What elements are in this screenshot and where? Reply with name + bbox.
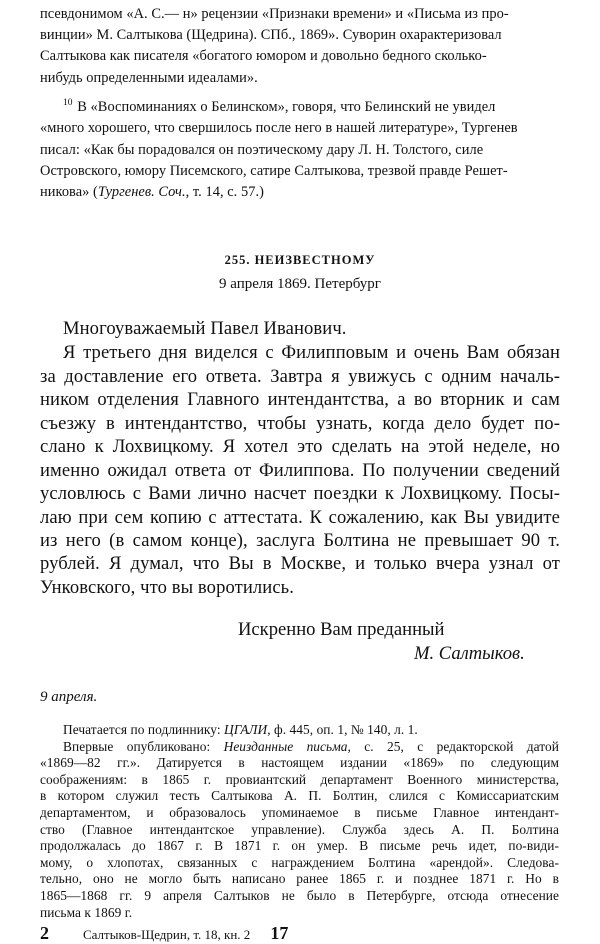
footnote-line: Салтыкова как писателя «богатого юмором и довольно бедного сколько- [40, 48, 487, 64]
comment-line: ство (Главное интендантское управление). Служба здесь А. П. Болтина [40, 821, 559, 837]
comment-line: 1865—1868 гг. 9 апреля Салтыков не было в Петербурге, отсюда отнесение [40, 888, 559, 903]
footnote-10-first-line [63, 99, 495, 116]
comment-line: тельно, оно не могло быть написано ранее 1865 г. и позднее 1871 г. Но в [40, 871, 559, 887]
publication-name: Неизданные письма [223, 738, 348, 754]
salutation: Многоуважаемый Павел Иванович. [63, 318, 347, 339]
letter-line: условлюсь с Вами лично насчет поездки к Лохвицкому. Посы- [40, 483, 560, 504]
letter-line: ником отделения Главного интендантства, а во вторник и сам [40, 389, 560, 410]
first-published-note [40, 739, 559, 755]
comment-line: «1869—82 гг.». Датируется в настоящем издании «1869» по следующим [40, 755, 559, 771]
page-footer [40, 923, 288, 944]
footnote-number: 10 [63, 98, 73, 108]
footnote-line: Островского, юмору Писемского, сатире Салтыкова, трезвой правде Решет- [40, 163, 508, 179]
text: Впервые опубликовано: [63, 738, 224, 754]
letter-line: из него (в самом конце), заслуга Болтина не превышает 90 т. [40, 530, 560, 551]
closing: Искренно Вам преданный [238, 619, 445, 640]
footnote-line: «много хорошего, что свершилось после него в нашей литературе», Тургенев [40, 120, 518, 136]
letter-title: 255. НЕИЗВЕСТНОМУ [224, 253, 376, 267]
page-number: 17 [270, 923, 289, 944]
text: никова» ( [40, 184, 98, 200]
footnote-last-line [40, 184, 264, 201]
letter-line: именно ожидал ответа от Филиппова. По получении сведений [40, 460, 560, 481]
footnote-line: псевдонимом «А. С.— н» рецензии «Признаки времени» и «Письма из про- [40, 6, 509, 22]
letter-line: слано к Лохвицкому. Я хотел это сделать на этой неделе, но [40, 436, 560, 457]
letter-line: лаю при сем копию с аттестата. К сожалению, как Вы увидите [40, 507, 560, 528]
letter-dated: 9 апреля. [40, 689, 98, 705]
comment-line: мому, о хлопотах, связанных с награждением Болтина «арендой». Следова- [40, 854, 559, 870]
edition-label: Салтыков-Щедрин, т. 18, кн. 2 [83, 927, 251, 943]
letter-date-place: 9 апреля 1869. Петербург [219, 276, 381, 292]
cited-work: Тургенев. Соч. [97, 184, 186, 200]
source-note [63, 722, 418, 738]
comment-line: соображениям: в 1865 г. провиантский департамент Военного министерства, [40, 771, 559, 787]
text: , т. 14, с. 57.) [185, 184, 264, 200]
signature: М. Салтыков. [414, 643, 525, 664]
comment-line: департаментом, и образовалось упоминаемое в письме Главное интендант- [40, 805, 559, 820]
printer-signature-mark: 2 [40, 923, 49, 944]
footnote-text: В «Воспоминаниях о Белинском», говоря, что Белинский не увидел [77, 99, 496, 115]
comment-line: продолжалась до 1867 г. В 1871 г. он умер. В письме речь идет, по-види- [40, 838, 559, 854]
letter-line: рублей. Я думал, что Вы в Москве, и только вчера узнал от [40, 553, 560, 574]
letter-line: за доставление его ответа. Завтра я увижусь с одним началь- [40, 366, 560, 387]
text: , с. 25, с редакторской датой [347, 738, 559, 754]
footnote-line: нибудь определенными идеалами». [40, 70, 258, 86]
letter-line: Унковского, что вы воротились. [40, 577, 295, 598]
comment-line: в котором служил тесть Салтыкова А. П. Болтин, слился с Комиссариатским [40, 788, 559, 804]
footnote-line: винции» М. Салтыкова (Щедрина). СПб., 1869». Суворин охарактеризовал [40, 27, 502, 43]
text: Печатается по подлиннику: [63, 722, 225, 737]
footnote-line: писал: «Как бы порадовался он поэтическому дару Л. Н. Толстого, силе [40, 142, 484, 158]
letter-line: съезжу в интендантство, чтобы узнать, когда дело будет по- [40, 413, 560, 434]
text: , ф. 445, оп. 1, № 140, л. 1. [267, 722, 418, 737]
letter-line: Я третьего дня виделся с Филипповым и очень Вам обязан [63, 342, 560, 363]
archive-name: ЦГАЛИ [224, 722, 268, 737]
comment-line: письма к 1869 г. [40, 904, 133, 920]
